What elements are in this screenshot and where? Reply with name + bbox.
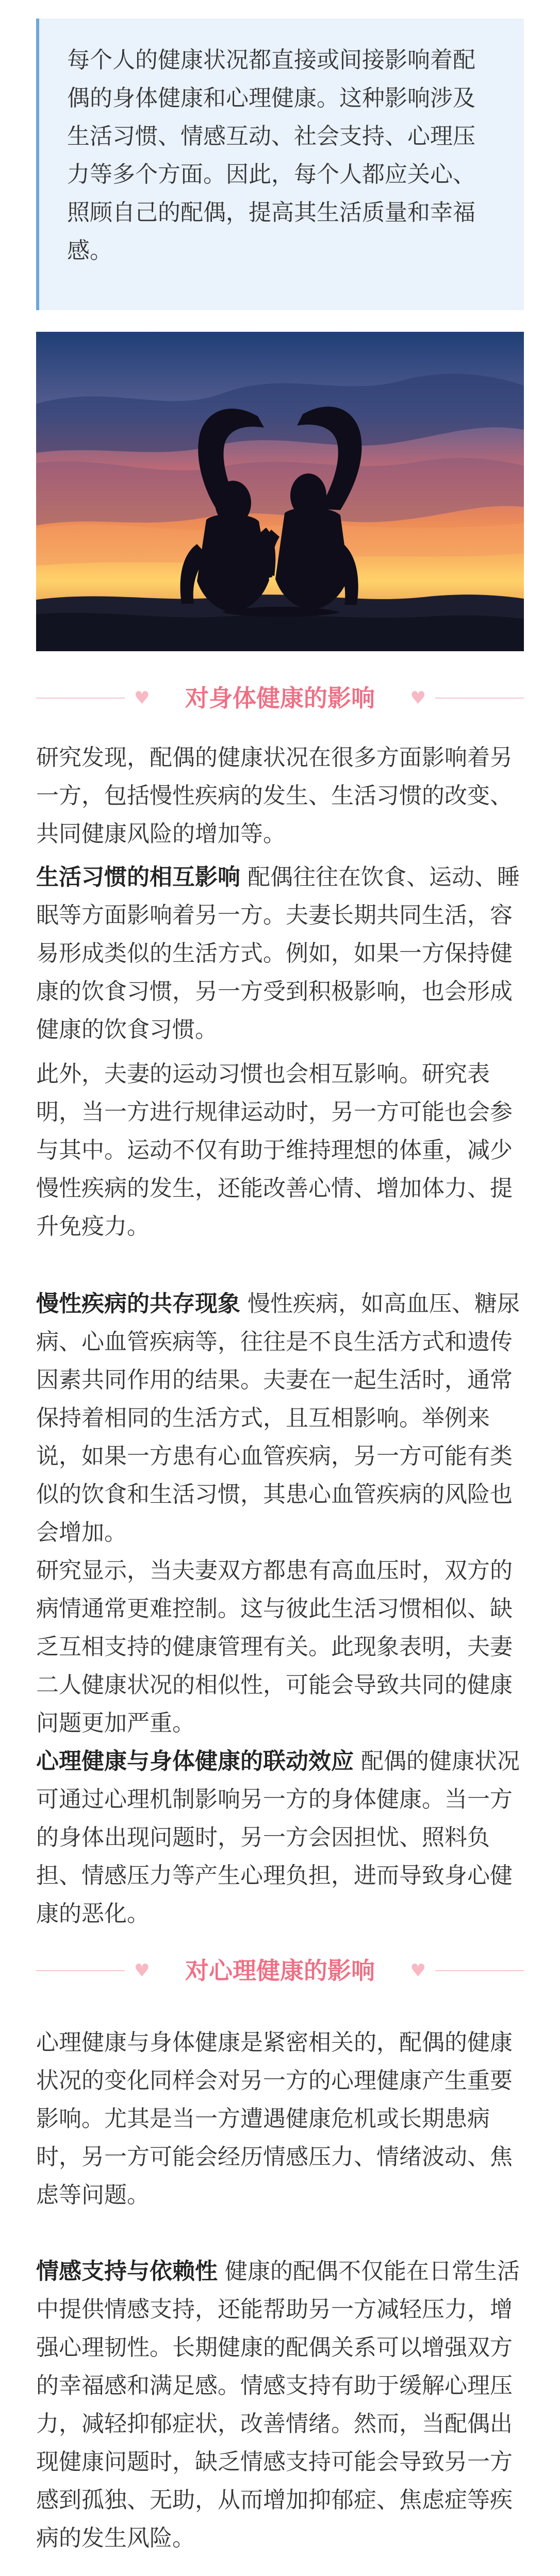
chronic-disease-title: 慢性疾病的共存现象	[36, 1291, 240, 1317]
divider-line-left	[36, 1970, 125, 1971]
lifestyle-habits-title: 生活习惯的相互影响	[36, 864, 240, 890]
intro-text: 每个人的健康状况都直接或间接影响着配偶的身体健康和心理健康。这种影响涉及生活习惯、情感互动、社会支持、心理压力等多个方面。因此，每个人都应关心、照顾自己的配偶，提高其生活质量和幸福感。	[67, 47, 475, 264]
chronic-disease-body: 慢性疾病，如高血压、糖尿病、心血管疾病等，往往是不良生活方式和遗传因素共同作用的结果。夫妻在一起生活时，通常保持着相同的生活方式，且互相影响。举例来说，如果一方患有心血管疾病，另一方可能有类似的饮食和生活习惯，其患心血管疾病的风险也会增加。	[36, 1291, 520, 1546]
lifestyle-habits-paragraph	[36, 858, 524, 1049]
heart-icon: ♥	[410, 1960, 426, 1981]
heart-icon: ♥	[134, 688, 150, 708]
section-title-physical-health	[0, 680, 560, 716]
divider-line-left	[36, 698, 125, 699]
divider-line-right	[435, 698, 524, 699]
emotional-support-title: 情感支持与依赖性	[36, 2258, 218, 2284]
sunset-couple-image	[36, 332, 524, 651]
chronic-disease-paragraph	[36, 1285, 524, 1552]
mind-body-link-paragraph	[36, 1742, 524, 1933]
intro-callout	[36, 19, 524, 310]
hypertension-paragraph: 研究显示，当夫妻双方都患有高血压时，双方的病情通常更难控制。这与彼此生活习惯相似、缺乏互相支持的健康管理有关。此现象表明，夫妻二人健康状况的相似性，可能会导致共同的健康问题更加严重。	[36, 1557, 513, 1736]
section-title-text: 对身体健康的影响	[185, 684, 375, 712]
lifestyle-habits-body: 配偶往往在饮食、运动、睡眠等方面影响着另一方。夫妻长期共同生活，容易形成类似的生活方式。例如，如果一方保持健康的饮食习惯，另一方受到积极影响，也会形成健康的饮食习惯。	[36, 864, 520, 1043]
divider-line-right	[435, 1970, 524, 1971]
emotional-support-paragraph	[36, 2252, 524, 2557]
exercise-habits-paragraph: 此外，夫妻的运动习惯也会相互影响。研究表明，当一方进行规律运动时，另一方可能也会参与其中。运动不仅有助于维持理想的体重，减少慢性疾病的发生，还能改善心情、增加体力、提升免疫力。	[36, 1061, 513, 1240]
section-title-mental-health	[0, 1953, 560, 1989]
emotional-support-body: 健康的配偶不仅能在日常生活中提供情感支持，还能帮助另一方减轻压力，增强心理韧性。长期健康的配偶关系可以增强双方的幸福感和满足感。情感支持有助于缓解心理压力，减轻抑郁症状，改善情绪。然而，当配偶出现健康问题时，缺乏情感支持可能会导致另一方感到孤独、无助，从而增加抑郁症、焦虑症等疾病的发生风险。	[36, 2258, 520, 2551]
heart-icon: ♥	[134, 1960, 150, 1981]
mental-health-intro: 心理健康与身体健康是紧密相关的，配偶的健康状况的变化同样会对另一方的心理健康产生重要影响。尤其是当一方遭遇健康危机或长期患病时，另一方可能会经历情感压力、情绪波动、焦虑等问题。	[36, 2029, 513, 2208]
physical-health-intro: 研究发现，配偶的健康状况在很多方面影响着另一方，包括慢性疾病的发生、生活习惯的改变、共同健康风险的增加等。	[36, 744, 513, 847]
heart-icon: ♥	[410, 688, 426, 708]
section-title-text: 对心理健康的影响	[185, 1957, 375, 1985]
mind-body-link-body: 配偶的健康状况可通过心理机制影响另一方的身体健康。当一方的身体出现问题时，另一方会因担忧、照料负担、情感压力等产生心理负担，进而导致身心健康的恶化。	[36, 1748, 520, 1927]
mind-body-link-title: 心理健康与身体健康的联动效应	[36, 1748, 354, 1774]
